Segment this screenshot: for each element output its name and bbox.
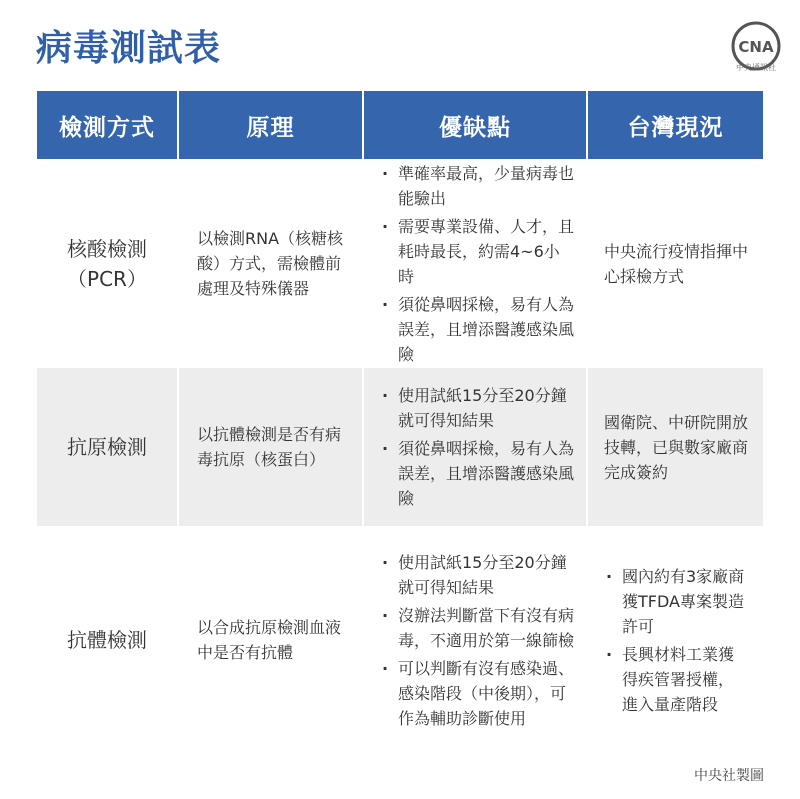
method-subname: （PCR） (67, 266, 147, 291)
row-antigen-pros (364, 368, 588, 526)
header-pros-cons: 優缺點 (364, 91, 588, 159)
list-item: · 準確率最高，少量病毒也能驗出 (380, 161, 574, 211)
row-antibody-pros (364, 526, 588, 754)
list-item: · 國內約有3家廠商獲TFDA專案製造許可 (604, 564, 749, 639)
row-antigen-status: 國衛院、中研院開放技轉，已與數家廠商完成簽約 (588, 368, 763, 526)
row-pcr-method (37, 159, 179, 368)
row-antibody-principle: 以合成抗原檢測血液中是否有抗體 (179, 526, 364, 754)
logo-text: CNA (738, 38, 774, 56)
header-taiwan-status: 台灣現況 (588, 91, 763, 159)
pros-list (380, 380, 574, 514)
credit-footer: 中央社製圖 (694, 768, 764, 784)
header-method: 檢測方式 (37, 91, 179, 159)
status-list (604, 561, 749, 720)
page-title: 病毒測試表 (36, 28, 222, 69)
list-item: · 長興材料工業獲得疾管署授權，進入量產階段 (604, 642, 749, 717)
row-pcr-pros (364, 159, 588, 368)
method-name: 核酸檢測 (67, 236, 147, 261)
list-item: · 須從鼻咽採檢，易有人為誤差，且增添醫護感染風險 (380, 436, 574, 511)
logo-caption: 中央通訊社 (736, 63, 776, 72)
header-principle: 原理 (179, 91, 364, 159)
virus-test-table (37, 91, 763, 754)
row-antigen-method (37, 368, 179, 526)
list-item: · 可以判斷有沒有感染過、感染階段（中後期），可作為輔助診斷使用 (380, 656, 574, 731)
method-name: 抗體檢測 (67, 628, 147, 652)
list-item: · 使用試紙15分至20分鐘就可得知結果 (380, 383, 574, 433)
pros-list (380, 547, 574, 734)
list-item: · 須從鼻咽採檢，易有人為誤差，且增添醫護感染風險 (380, 292, 574, 367)
row-pcr-principle: 以檢測RNA（核糖核酸）方式，需檢體前處理及特殊儀器 (179, 159, 364, 368)
method-name: 抗原檢測 (67, 435, 147, 459)
list-item: · 需要專業設備、人才，且耗時最長，約需4~6小時 (380, 214, 574, 289)
row-antigen-principle: 以抗體檢測是否有病毒抗原（核蛋白） (179, 368, 364, 526)
row-pcr-status: 中央流行疫情指揮中心採檢方式 (588, 159, 763, 368)
row-antibody-method (37, 526, 179, 754)
list-item: · 沒辦法判斷當下有沒有病毒，不適用於第一線篩檢 (380, 603, 574, 653)
pros-list (380, 158, 574, 370)
row-antibody-status (588, 526, 763, 754)
list-item: · 使用試紙15分至20分鐘就可得知結果 (380, 550, 574, 600)
